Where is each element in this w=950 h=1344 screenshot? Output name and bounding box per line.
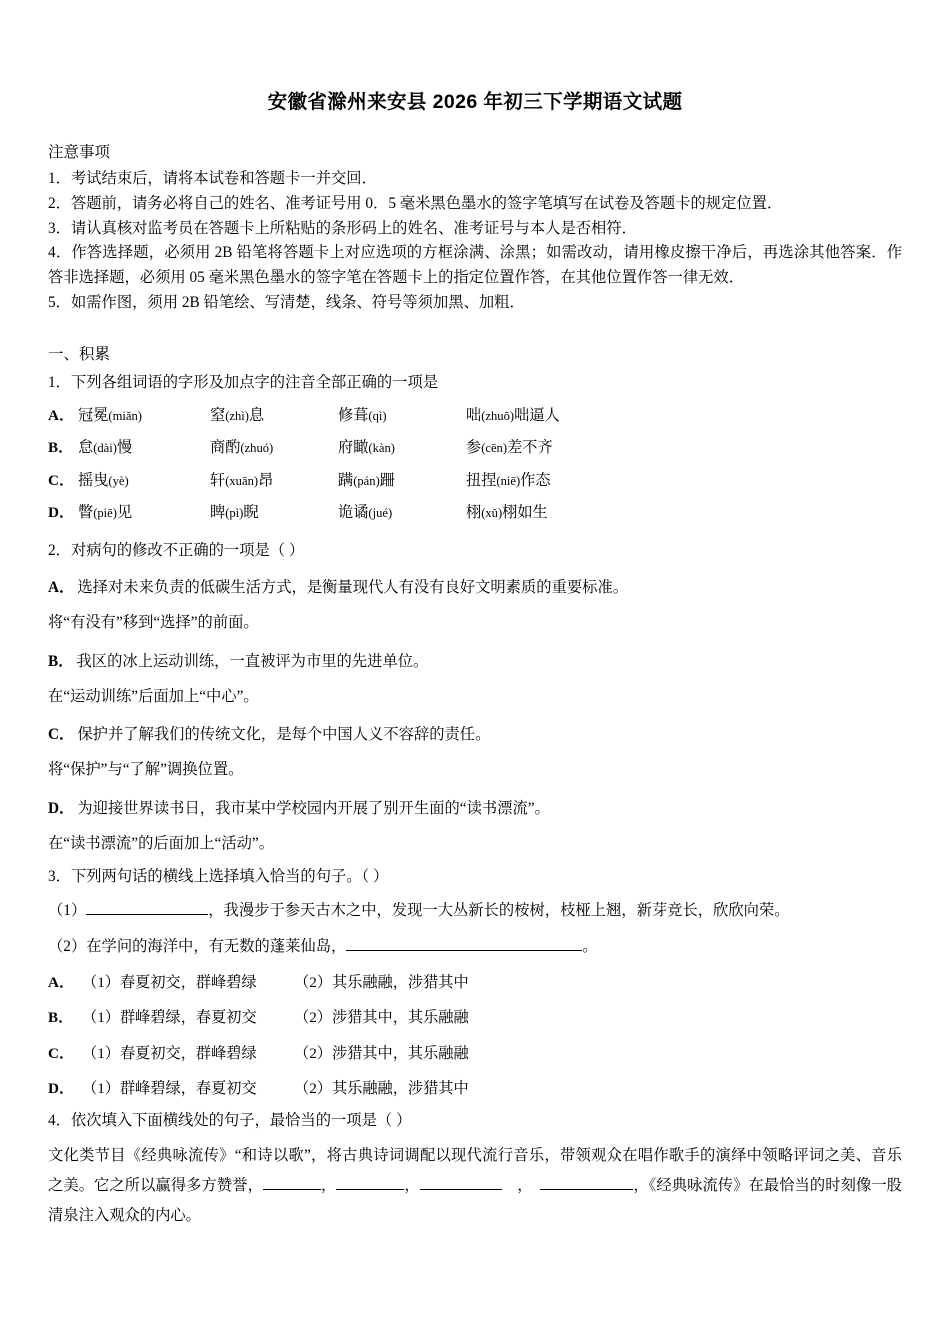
option-pinyin: (pì): [225, 506, 244, 521]
question-3-choice-c[interactable]: [48, 1042, 902, 1066]
question-2-option-a[interactable]: [48, 575, 902, 601]
option-word: 诡谲: [338, 504, 369, 522]
option-word: 摇曳: [78, 471, 109, 489]
question-2-fix-a: 将“有没有”移到“选择”的前面。: [48, 614, 259, 632]
option-pinyin: (piē): [93, 506, 117, 521]
answer-blank[interactable]: [346, 950, 582, 951]
option-cell: [78, 469, 210, 493]
option-letter: D．: [48, 1079, 75, 1097]
option-cell: [210, 436, 338, 460]
option-cell: [338, 404, 466, 428]
question-3-choice-d[interactable]: [48, 1077, 902, 1101]
question-2-fix-d: 在“读书漂流”的后面加上“活动”。: [48, 835, 275, 853]
option-letter: B．: [48, 439, 74, 457]
option-tail: 差不齐: [507, 439, 553, 457]
question-1-option-c[interactable]: [48, 469, 902, 493]
option-cell: [466, 469, 551, 493]
option-text: 选择对未来负责的低碳生活方式，是衡量现代人有没有良好文明素质的重要标准。: [77, 579, 629, 596]
option-word: 府瞰: [338, 439, 369, 457]
question-3-blank-line-1: [48, 898, 902, 924]
option-tail: 睨: [243, 504, 259, 522]
option-cell: [466, 404, 560, 428]
option-tail: 跚: [379, 471, 395, 489]
option-word: 冠冕: [78, 406, 109, 424]
option-word: 扭捏: [466, 471, 497, 489]
question-1-option-a[interactable]: [48, 404, 902, 428]
option-word: 窒: [210, 406, 226, 424]
option-letter: D．: [48, 799, 75, 817]
question-1-stem: 1．下列各组词语的字形及加点字的注音全部正确的一项是: [48, 373, 439, 391]
option-cell: [78, 501, 210, 525]
notice-item: 3．请认真核对监考员在答题卡上所粘贴的条形码上的姓名、准考证号与本人是否相符．: [48, 219, 637, 237]
passage-part2: ，《经典咏流传》在最恰当的时刻像一股清泉注入观众的内心。: [48, 1177, 902, 1225]
option-pinyin: (qì): [368, 408, 387, 423]
option-letter: B．: [48, 652, 74, 670]
answer-blank[interactable]: [540, 1189, 633, 1190]
option-pinyin: (zhì): [225, 408, 249, 423]
option-tail: 见: [116, 504, 133, 522]
section-heading: 一、积累: [48, 345, 111, 363]
option-text-part2: （2）涉猎其中，其乐融融: [294, 1009, 469, 1027]
option-pinyin: (miǎn): [108, 408, 142, 423]
notice-item: 5．如需作图，须用 2B 铅笔绘、写清楚，线条、符号等须加黑、加粗．: [48, 293, 525, 311]
option-word: 咄: [466, 406, 482, 424]
option-pinyin: (cēn): [481, 441, 508, 456]
question-2-fix-c: 将“保护”与“了解”调换位置。: [48, 761, 244, 779]
option-pinyin: (zhuō): [481, 408, 515, 423]
option-text: 我区的冰上运动训练，一直被评为市里的先进单位。: [76, 652, 429, 670]
option-pinyin: (xǔ): [481, 506, 503, 521]
option-pinyin: (zhuó): [240, 441, 274, 456]
option-text: 保护并了解我们的传统文化，是每个中国人义不容辞的责任。: [77, 726, 491, 744]
option-word: 怠: [78, 439, 94, 457]
notice-item: 4．作答选择题，必须用 2B 铅笔将答题卡上对应选项的方框涂满、涂黑；如需改动，请用橡皮擦干净后，再选涂其他答案．作答非选择题，必须用 05 毫米黑色墨水的签字笔在答题卡上的指定位置作答，在其他位置作答一律无效．: [48, 244, 902, 287]
question-4-passage: 文化类节目《经典咏流传》“和诗以歌”，将古典诗词调配以现代流行音乐，带领观众在唱作歌手的演绎中领略评词之美、音乐之美。它之所以赢得多方赞誉， ， ， ， ，《经典咏流传》在最恰当的时刻像一股清泉注入观众的内心。: [48, 1147, 902, 1225]
answer-blank[interactable]: [420, 1189, 502, 1190]
blank-suffix: 。: [582, 937, 598, 955]
question-2-option-b[interactable]: [48, 649, 902, 675]
question-2-option-c[interactable]: [48, 722, 902, 748]
option-cell: [466, 501, 548, 525]
blank-prefix: （2）在学问的海洋中，有无数的蓬莱仙岛，: [48, 937, 347, 955]
answer-blank[interactable]: [263, 1189, 321, 1190]
answer-blank[interactable]: [336, 1189, 404, 1190]
option-word: 修葺: [338, 406, 369, 424]
option-pinyin: (niē): [496, 473, 521, 488]
blank-suffix: ，我漫步于参天古木之中，发现一大丛新长的桉树，枝桠上翘，新芽竞长，欣欣向荣。: [208, 902, 790, 920]
question-4-stem: 4．依次填入下面横线处的句子，最恰当的一项是（ ）: [48, 1112, 412, 1130]
option-cell: [338, 436, 466, 460]
option-text-part1: （1）春夏初交，群峰碧绿: [82, 974, 257, 992]
question-3-blank-line-2: [48, 934, 902, 960]
option-word: 参: [466, 439, 482, 457]
option-pinyin: (jué): [368, 506, 393, 521]
option-word: 睥: [210, 504, 226, 522]
question-3-choice-b[interactable]: [48, 1006, 902, 1030]
option-text-part1: （1）群峰碧绿，春夏初交: [82, 1079, 257, 1097]
blank-prefix: （1）: [48, 902, 87, 920]
answer-blank[interactable]: [86, 914, 208, 915]
option-pinyin: (yè): [108, 473, 129, 488]
option-cell: [210, 469, 338, 493]
option-text-part2: （2）其乐融融，涉猎其中: [294, 1079, 469, 1097]
option-word: 栩: [466, 504, 482, 522]
option-letter: A．: [48, 406, 75, 424]
option-letter: C．: [48, 726, 75, 744]
option-letter: D．: [48, 504, 75, 522]
option-word: 蹒: [338, 471, 354, 489]
option-tail: 昂: [258, 471, 274, 489]
passage-part1: 文化类节目《经典咏流传》“和诗以歌”，将古典诗词调配以现代流行音乐，带领观众在唱作歌手的演绎中领略评词之美、音乐之美。它之所以赢得多方赞誉，: [48, 1147, 902, 1195]
option-letter: B．: [48, 1009, 74, 1027]
option-text-part2: （2）其乐融融，涉猎其中: [294, 974, 469, 992]
option-text: 为迎接世界读书日，我市某中学校园内开展了别开生面的“读书漂流”。: [77, 799, 550, 817]
option-cell: [466, 436, 553, 460]
question-3-choice-a[interactable]: [48, 971, 902, 995]
option-tail: 息: [248, 406, 265, 424]
notice-item: 2．答题前，请务必将自己的姓名、准考证号用 0．5 毫米黑色墨水的签字笔填写在试卷及答题卡的规定位置．: [48, 194, 783, 212]
option-tail: 栩如生: [502, 504, 548, 522]
option-pinyin: (pán): [353, 473, 380, 488]
option-cell: [338, 469, 466, 493]
question-1-option-d[interactable]: [48, 501, 902, 525]
option-pinyin: (kàn): [368, 441, 395, 456]
option-letter: A．: [48, 974, 75, 992]
option-cell: [210, 404, 338, 428]
notice-item: 1．考试结束后，请将本试卷和答题卡一并交回．: [48, 170, 377, 187]
option-text-part2: （2）涉猎其中，其乐融融: [294, 1044, 469, 1062]
option-word: 瞥: [78, 504, 94, 522]
option-cell: [78, 436, 210, 460]
option-letter: C．: [48, 471, 75, 489]
option-text-part1: （1）春夏初交，群峰碧绿: [82, 1044, 257, 1062]
option-cell: [338, 501, 466, 525]
notice-heading: 注意事项: [48, 144, 111, 161]
page-title: 安徽省滁州来安县 2026 年初三下学期语文试题: [267, 91, 683, 113]
option-tail: 作态: [520, 471, 551, 489]
question-2-fix-b: 在“运动训练”后面加上“中心”。: [48, 687, 259, 705]
question-2-stem: 2．对病句的修改不正确的一项是（ ）: [48, 541, 305, 559]
option-pinyin: (dài): [93, 441, 117, 456]
option-pinyin: (xuān): [225, 473, 259, 488]
option-word: 轩: [210, 471, 226, 489]
option-tail: 咄逼人: [514, 406, 560, 424]
question-2-option-d[interactable]: [48, 796, 902, 822]
question-3-stem: 3．下列两句话的横线上选择填入恰当的句子。（ ）: [48, 868, 389, 886]
option-tail: 慢: [116, 439, 133, 457]
option-word: 商酌: [210, 439, 241, 457]
option-cell: [78, 404, 210, 428]
option-letter: C．: [48, 1044, 75, 1062]
question-1-option-b[interactable]: [48, 436, 902, 460]
option-cell: [210, 501, 338, 525]
option-letter: A．: [48, 579, 75, 596]
option-text-part1: （1）群峰碧绿，春夏初交: [82, 1009, 257, 1027]
